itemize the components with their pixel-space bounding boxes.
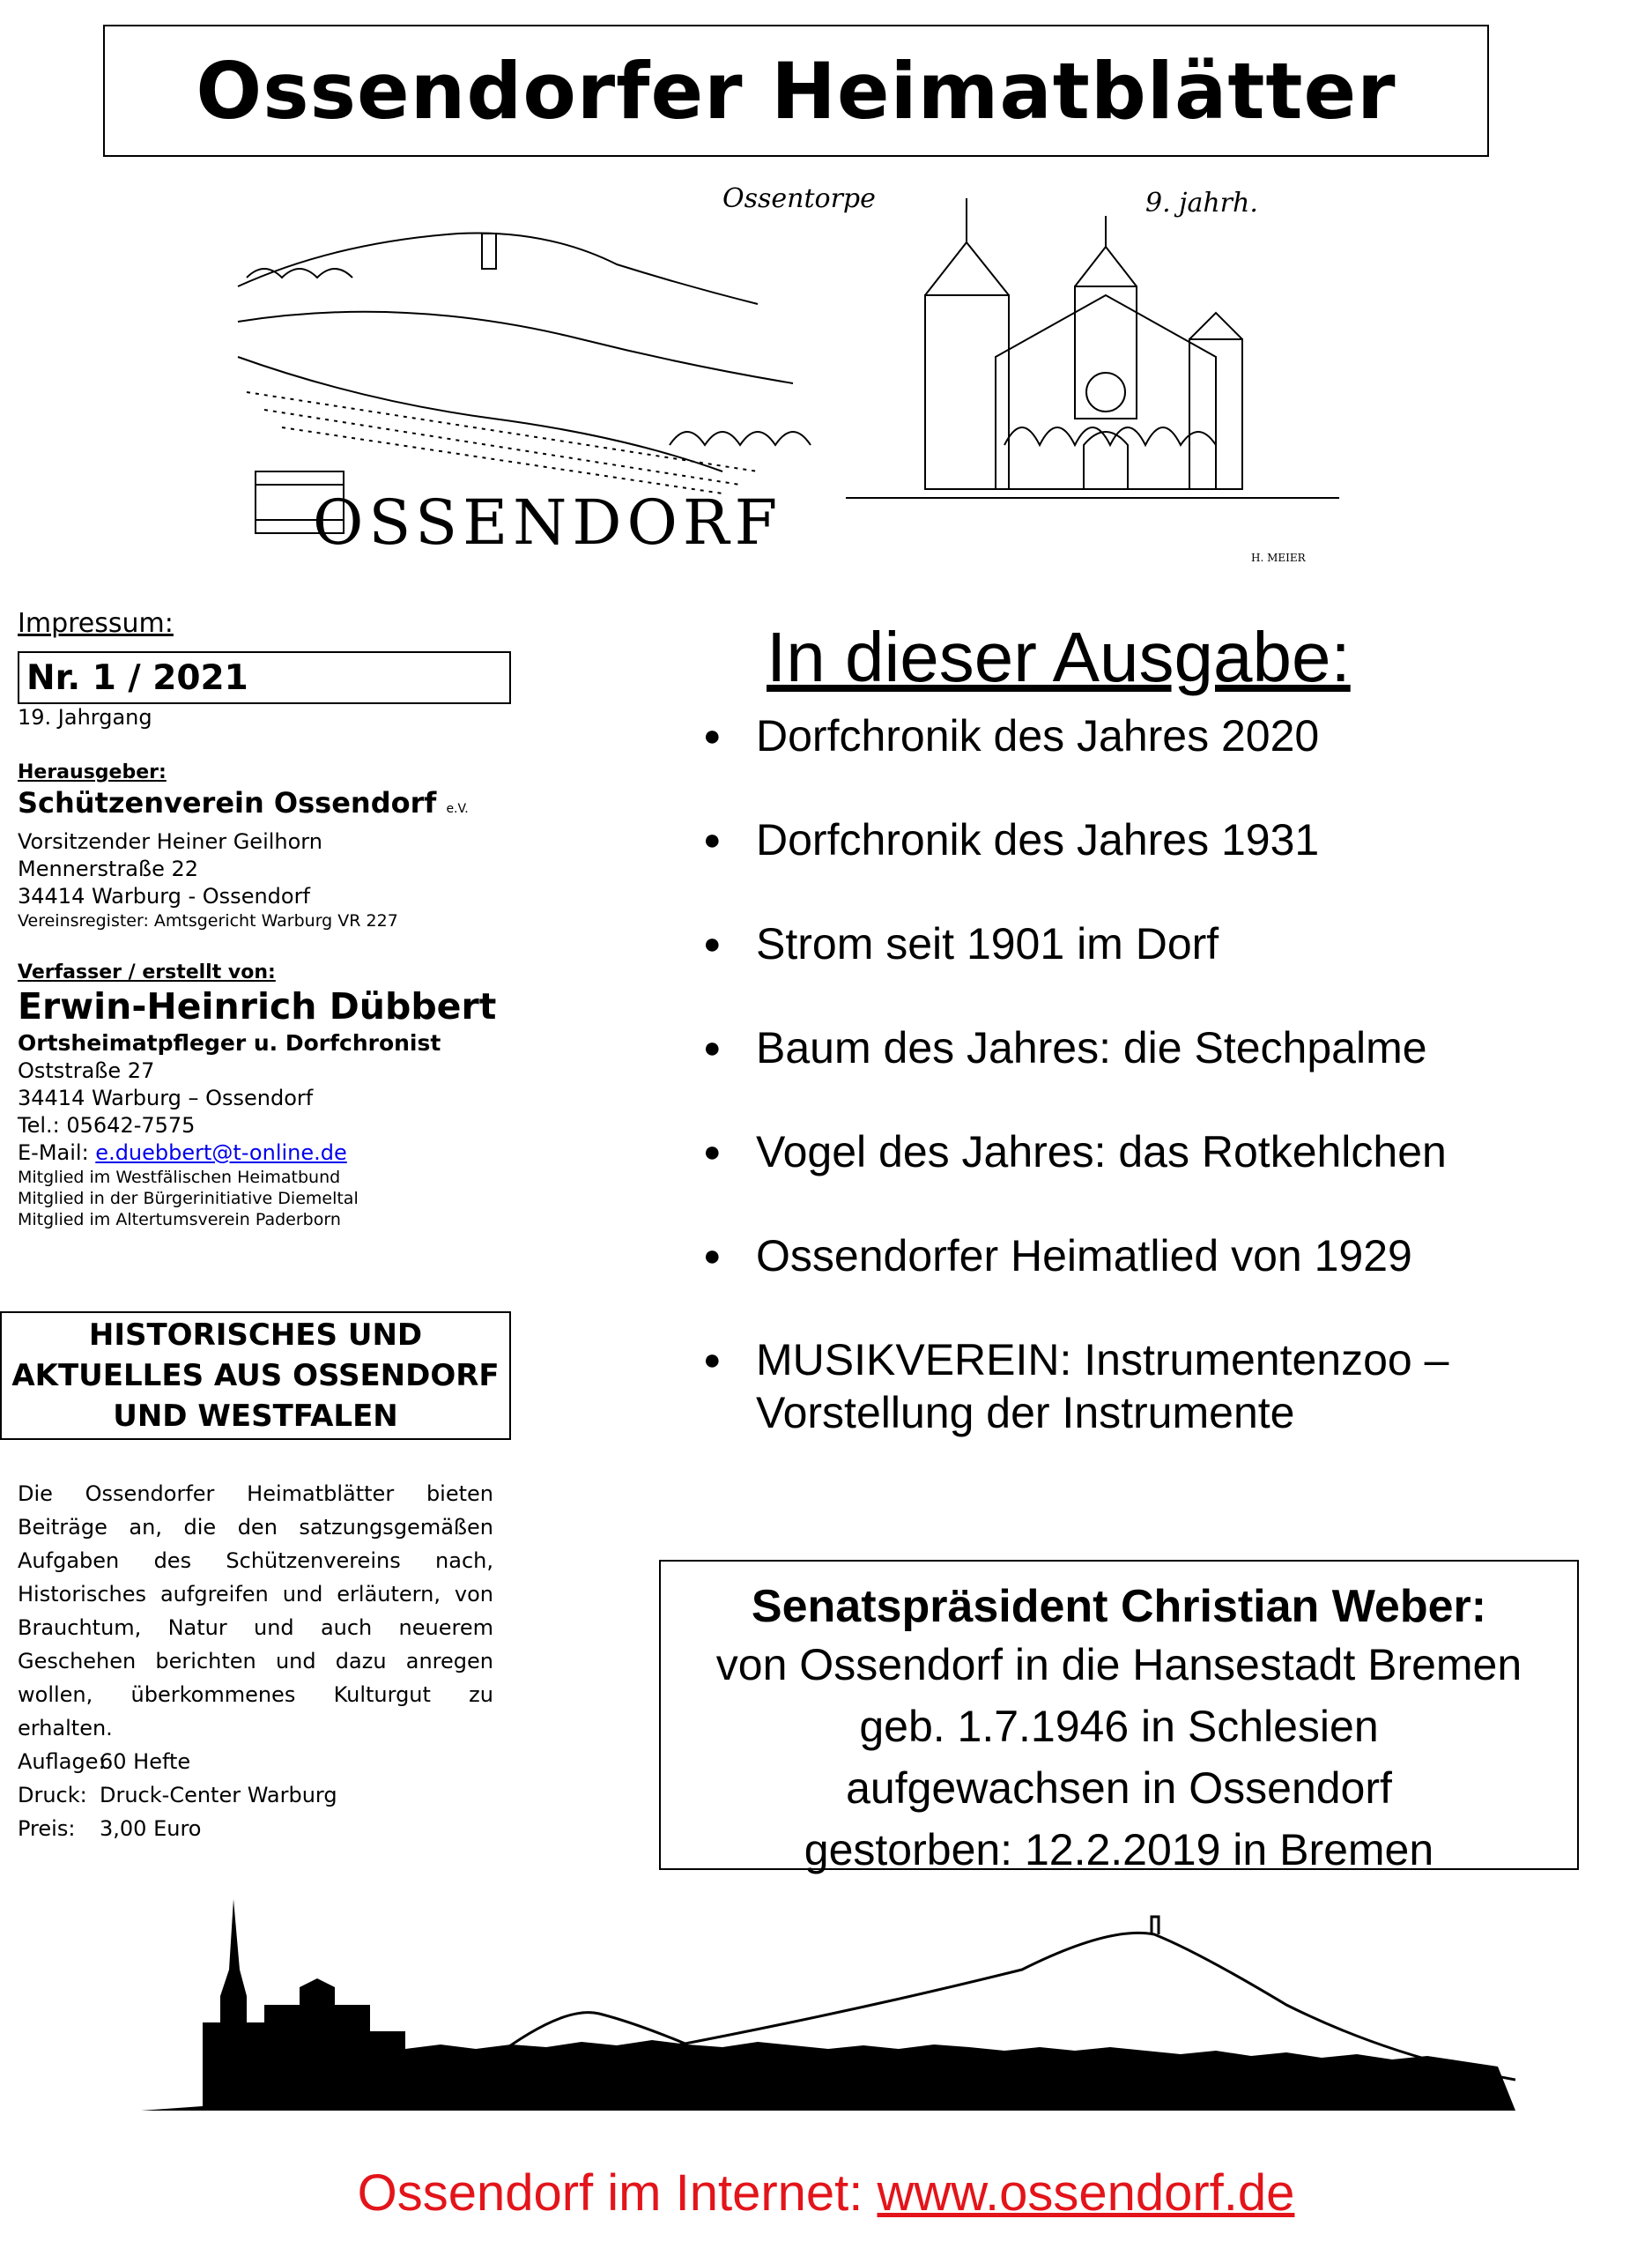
list-item: ● MUSIKVEREIN: Instrumentenzoo – Vorstellung der Instrumente xyxy=(696,1333,1630,1439)
author-name: Erwin-Heinrich Dübbert xyxy=(18,985,497,1028)
header-village-name: OSSENDORF xyxy=(313,486,783,559)
feature-line: gestorben: 12.2.2019 in Bremen xyxy=(804,1825,1434,1874)
publisher-line: 34414 Warburg - Ossendorf xyxy=(18,884,310,909)
author-line: 34414 Warburg – Ossendorf xyxy=(18,1086,314,1110)
register: Vereinsregister: Amtsgericht Warburg VR 227 xyxy=(18,911,398,931)
website-link[interactable]: www.ossendorf.de xyxy=(877,2164,1295,2222)
author-label: Verfasser / erstellt von: xyxy=(18,961,276,983)
volume: 19. Jahrgang xyxy=(18,705,152,730)
bullet-icon: ● xyxy=(703,719,722,753)
author-line: Tel.: 05642-7575 xyxy=(18,1113,196,1138)
feature-line: aufgewachsen in Ossendorf xyxy=(846,1763,1392,1813)
history-line: HISTORISCHES UND xyxy=(88,1317,423,1353)
impressum-label: Impressum: xyxy=(18,608,174,639)
header-caption-left: Ossentorpe xyxy=(722,183,876,214)
history-box xyxy=(0,1311,511,1440)
bullet-icon: ● xyxy=(703,823,722,857)
email-row xyxy=(18,1139,511,1167)
email-label: E-Mail: xyxy=(18,1140,96,1165)
membership: Mitglied im Westfälischen Heimatbund xyxy=(18,1168,341,1187)
publisher-label: Herausgeber: xyxy=(18,761,167,783)
footer-silhouette xyxy=(141,1890,1515,2128)
issue-number: Nr. 1 / 2021 xyxy=(18,651,511,704)
publisher-line: Vorsitzender Heiner Geilhorn xyxy=(18,829,322,854)
list-item: ● Ossendorfer Heimatlied von 1929 xyxy=(696,1229,1630,1282)
detail-row: Preis: 3,00 Euro xyxy=(18,1816,202,1841)
email-link[interactable]: e.duebbert@t-online.de xyxy=(95,1140,347,1165)
history-line: AKTUELLES AUS OSSENDORF xyxy=(11,1358,500,1393)
publisher-line: Mennerstraße 22 xyxy=(18,857,199,881)
author-role: Ortsheimatpfleger u. Dorfchronist xyxy=(18,1030,441,1056)
list-item: ● Baum des Jahres: die Stechpalme xyxy=(696,1021,1630,1074)
detail-row: Druck: Druck-Center Warburg xyxy=(18,1783,337,1807)
description-text: Die Ossendorfer Heimatblätter bieten Beiträge an, die den satzungsgemäßen Aufgaben des Schützenvereins nach, Historisches aufgreifen und erläutern, von Brauchtum, Natur und auch neuerem Geschehen berichten und dazu anregen wollen, überkommenes Kulturgut zu erhalten. xyxy=(18,1481,493,1740)
title-box xyxy=(103,25,1489,157)
membership: Mitglied im Altertumsverein Paderborn xyxy=(18,1210,341,1229)
contents-list xyxy=(696,709,1630,1490)
author-line: Oststraße 27 xyxy=(18,1058,155,1083)
feature-line: geb. 1.7.1946 in Schlesien xyxy=(859,1702,1379,1751)
list-item: ● Dorfchronik des Jahres 1931 xyxy=(696,813,1630,866)
header-illustration xyxy=(229,181,1366,568)
footer-prefix: Ossendorf im Internet: xyxy=(357,2164,878,2222)
publisher-name: Schützenverein Ossendorf e.V. xyxy=(18,786,469,820)
description xyxy=(18,1477,493,1845)
footer xyxy=(0,2163,1652,2223)
bullet-icon: ● xyxy=(703,1031,722,1065)
list-item: ● Vogel des Jahres: das Rotkehlchen xyxy=(696,1125,1630,1178)
feature-heading: Senatspräsident Christian Weber: xyxy=(751,1581,1487,1632)
bullet-icon: ● xyxy=(703,927,722,961)
feature-line: von Ossendorf in die Hansestadt Bremen xyxy=(715,1640,1522,1689)
bullet-icon: ● xyxy=(703,1135,722,1169)
bullet-icon: ● xyxy=(703,1239,722,1273)
impressum-column xyxy=(18,608,511,1230)
header-artist: H. MEIER xyxy=(1251,552,1306,564)
list-item: ● Dorfchronik des Jahres 2020 xyxy=(696,709,1630,762)
history-line: UND WESTFALEN xyxy=(113,1399,398,1434)
list-item: ● Strom seit 1901 im Dorf xyxy=(696,917,1630,970)
header-caption-right: 9. jahrh. xyxy=(1145,188,1258,219)
detail-row: Auflage: 60 Hefte xyxy=(18,1749,191,1774)
membership: Mitglied in der Bürgerinitiative Diemeltal xyxy=(18,1189,359,1208)
feature-box xyxy=(659,1560,1579,1874)
page-title: Ossendorfer Heimatblätter xyxy=(196,45,1396,137)
contents-title: In dieser Ausgabe: xyxy=(767,618,1351,696)
bullet-icon: ● xyxy=(703,1343,722,1377)
publisher-suffix: e.V. xyxy=(446,802,469,816)
